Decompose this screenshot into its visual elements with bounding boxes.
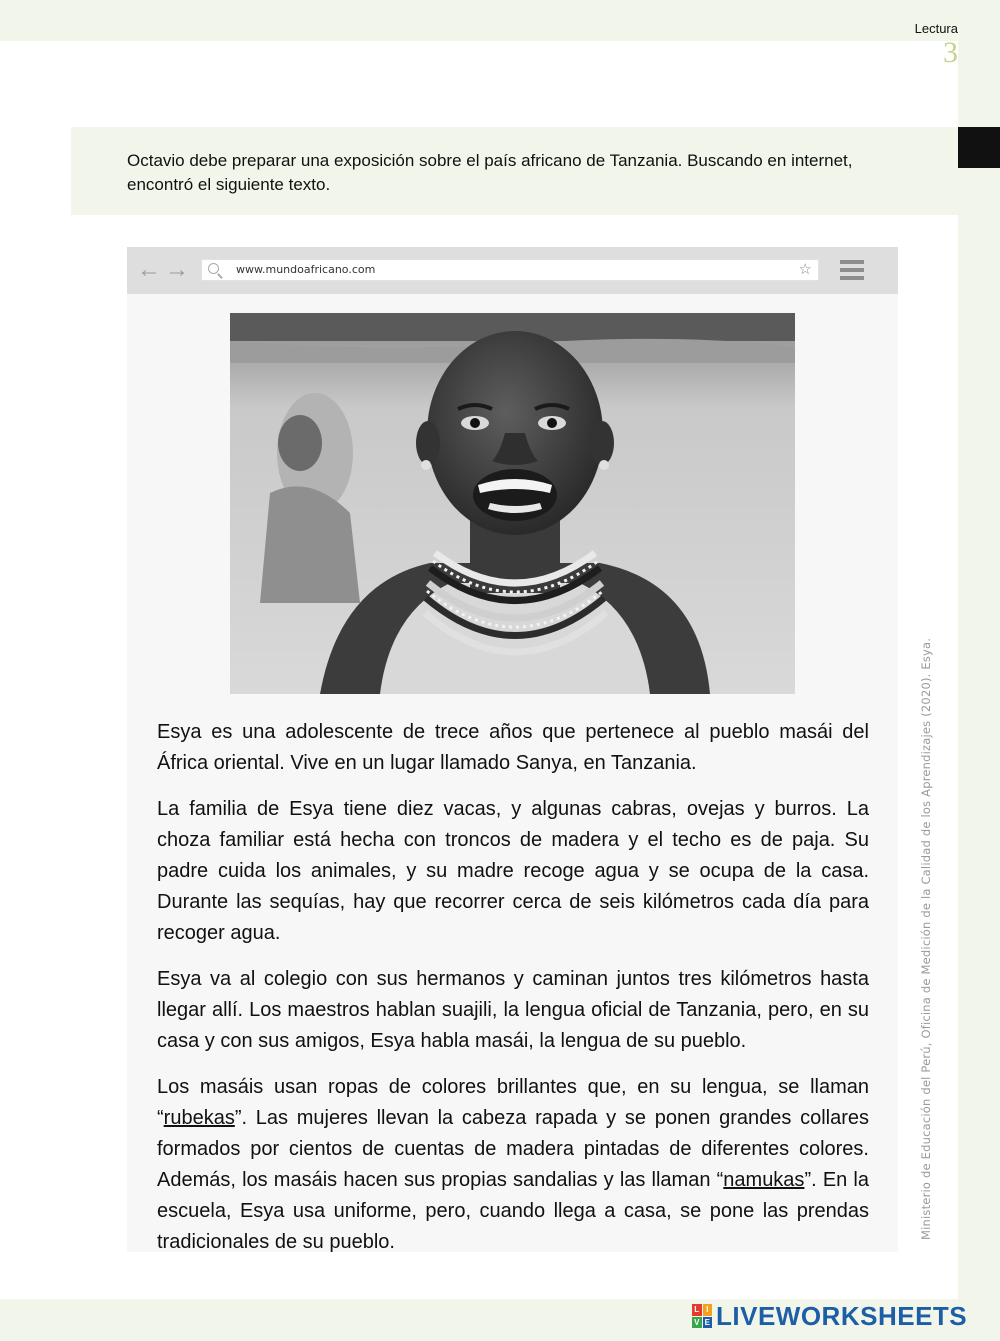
logo-letter-e: E [703,1317,713,1329]
right-band [958,0,1000,1341]
term-namukas: namukas [723,1169,805,1191]
term-rubekas: rubekas [163,1107,235,1129]
photo-illustration [230,313,795,694]
logo-letter-i: I [703,1304,713,1316]
browser-window [127,247,898,1252]
section-label: Lectura [914,21,958,36]
article-paragraph-2: La familia de Esya tiene diez vacas, y algunas cabras, ovejas y burros. La choza familiar está hecha con troncos de madera y el techo es de paja. Su padre cuida los animales, y su madre recoge agua y se ocupa de la casa. Durante las sequías, hay que recorrer cerca de seis kilómetros cada día para recoger agua. [157,798,869,944]
p4-text-3: ”. En la escuela, Esya usa uniforme, pero, cuando llega a casa, se pone las prendas tradicionales de su pueblo. [157,1169,869,1253]
article-body [157,717,869,1273]
intro-box [71,127,958,215]
article-paragraph-4 [157,1072,869,1258]
p4-text-1: Los masáis usan ropas de colores brillantes que, en su lengua, se llaman “ [157,1076,869,1129]
article-paragraph-1: Esya es una adolescente de trece años que pertenece al pueblo masái del África oriental. Vive en un lugar llamado Sanya, en Tanzania. [157,721,869,774]
star-icon[interactable]: ☆ [798,261,812,278]
logo-text: LIVEWORKSHEETS [716,1301,968,1331]
top-band [0,0,958,41]
logo-letter-v: V [692,1317,702,1329]
intro-text: Octavio debe preparar una exposición sobre el país africano de Tanzania. Buscando en internet, encontró el siguiente texto. [127,151,853,194]
liveworksheets-logo[interactable] [692,1303,967,1329]
logo-letter-l: L [692,1304,702,1316]
p4-text-2: ”. Las mujeres llevan la cabeza rapada y se ponen grandes collares formados por cientos de cuentas de madera pintadas de diferentes colores. Además, los masáis hacen sus propias sandalias y las llaman “ [157,1107,869,1191]
logo-mark-icon [692,1304,712,1328]
page-number: 3 [943,36,958,69]
hamburger-menu-icon[interactable] [840,260,864,281]
address-bar[interactable] [201,259,819,281]
photo-masai-girl [230,313,795,694]
forward-arrow-icon[interactable]: → [165,256,189,283]
source-credit: Ministerio de Educación del Perú, Oficina de Medición de la Calidad de los Aprendizajes (2020). Esya. [919,637,933,1240]
url-text: www.mundoafricano.com [236,263,376,276]
page-tab-marker [958,127,1000,168]
article-paragraph-3: Esya va al colegio con sus hermanos y caminan juntos tres kilómetros hasta llegar allí. Los maestros hablan suajili, la lengua oficial de Tanzania, pero, en su casa y con sus amigos, Esya habla masái, la lengua de su pueblo. [157,968,869,1052]
back-arrow-icon[interactable]: ← [137,256,161,283]
browser-toolbar [127,247,898,294]
search-icon [208,263,219,274]
